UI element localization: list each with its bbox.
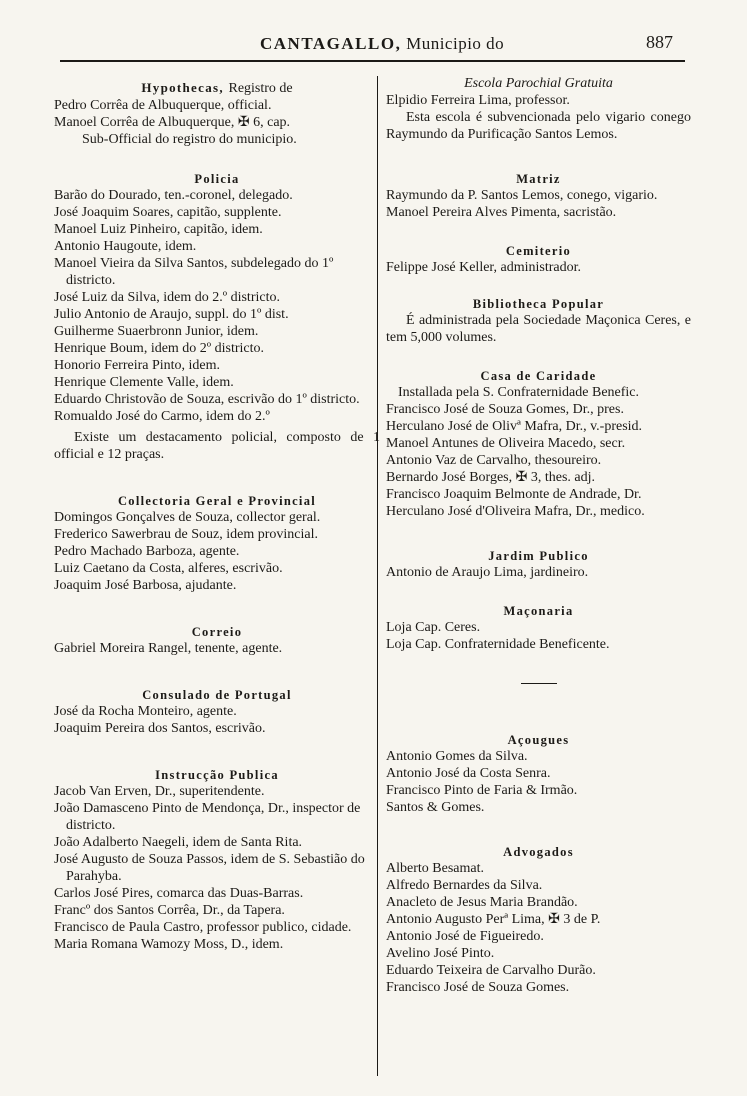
list-item: Manoel Vieira da Silva Santos, subdelegado do 1º districto. [54, 256, 334, 288]
list-item: Pedro Machado Barboza, agente. [54, 544, 240, 559]
list-item: Alberto Besamat. [386, 861, 484, 876]
list-item: Henrique Boum, idem do 2º districto. [54, 341, 265, 356]
section-paragraph: Existe um destacamento policial, composto de 1 official e 12 praças. [54, 430, 380, 462]
list-item: Joaquim Pereira dos Santos, escrivão. [54, 721, 266, 736]
section-escola [386, 76, 691, 143]
section-heading: Collectoria Geral e Provincial [117, 494, 317, 508]
list-item: Sub-Official do registro do municipio. [82, 132, 297, 147]
list-item: Gabriel Moreira Rangel, tenente, agente. [54, 641, 283, 656]
list-item: Raymundo da P. Santos Lemos, conego, vigario. [386, 188, 658, 203]
list-item: Domingos Gonçalves de Souza, collector geral. [54, 510, 321, 525]
list-item: Antonio Gomes da Silva. [386, 749, 528, 764]
section-paragraph: É administrada pela Sociedade Maçonica Ceres, e tem 5,000 volumes. [386, 313, 691, 345]
list-item: Joaquim José Barbosa, ajudante. [54, 578, 237, 593]
list-item: Pedro Corrêa de Albuquerque, official. [54, 98, 272, 113]
list-item: Manoel Pereira Alves Pimenta, sacristão. [386, 205, 617, 220]
section-matriz [386, 171, 691, 221]
section-heading: Escola Parochial Gratuita [464, 76, 613, 91]
list-item: Antonio Vaz de Carvalho, thesoureiro. [386, 453, 602, 468]
section-heading: Casa de Caridade [480, 369, 597, 383]
list-item: Santos & Gomes. [386, 800, 485, 815]
list-item: Guilherme Suaerbronn Junior, idem. [54, 324, 259, 339]
list-item: Francisco Pinto de Faria & Irmão. [386, 783, 578, 798]
list-item: José Luiz da Silva, idem do 2.º districto. [54, 290, 280, 305]
section-heading: Maçonaria [503, 604, 574, 618]
section-heading: Advogados [503, 845, 574, 859]
list-item: Eduardo Christovão de Souza, escrivão do 1º districto. [54, 392, 360, 407]
list-item: Antonio de Araujo Lima, jardineiro. [386, 565, 589, 580]
section-heading: Consulado de Portugal [142, 688, 292, 702]
page-number: 887 [646, 32, 673, 52]
section-acougues [386, 732, 691, 816]
section-heading: Policia [194, 172, 240, 186]
section-heading: Cemiterio [505, 244, 572, 258]
list-item: Luiz Caetano da Costa, alferes, escrivão. [54, 561, 283, 576]
page-header [60, 28, 685, 62]
list-item: Barão do Dourado, ten.-coronel, delegado. [54, 188, 293, 203]
list-item: Maria Romana Wamozy Moss, D., idem. [54, 937, 284, 952]
list-item: Francisco Joaquim Belmonte de Andrade, Dr. [386, 487, 642, 502]
section-correio [54, 624, 380, 657]
section-heading: Correio [191, 625, 243, 639]
list-item: Loja Cap. Ceres. [386, 620, 481, 635]
list-item: Frederico Sawerbrau de Souz, idem provincial. [54, 527, 318, 542]
running-title: CANTAGALLO, Municipio do [260, 34, 505, 53]
section-casa-caridade [386, 368, 691, 520]
section-bibliotheca [386, 296, 691, 346]
section-heading: Hypothecas, Registro de [141, 80, 293, 96]
section-heading: Açougues [507, 733, 570, 747]
list-item: Antonio José da Costa Senra. [386, 766, 551, 781]
list-item: Carlos José Pires, comarca das Duas-Barras. [54, 886, 304, 901]
list-item: Henrique Clemente Valle, idem. [54, 375, 234, 390]
section-collectoria [54, 493, 380, 594]
list-item: Francisco José de Souza Gomes. [386, 980, 570, 995]
list-item: José da Rocha Monteiro, agente. [54, 704, 237, 719]
list-item: Manoel Corrêa de Albuquerque, ✠ 6, cap. [54, 115, 291, 130]
list-item: Antonio José de Figueiredo. [386, 929, 544, 944]
list-item: Manoel Luiz Pinheiro, capitão, idem. [54, 222, 263, 237]
section-instruccao [54, 767, 380, 953]
section-heading: Matriz [516, 172, 561, 186]
list-item: José Joaquim Soares, capitão, supplente. [54, 205, 282, 220]
list-item: Francisco de Paula Castro, professor publico, cidade. [54, 920, 352, 935]
list-item: José Augusto de Souza Passos, idem de S. Sebastião do Parahyba. [54, 852, 365, 884]
section-policia [54, 171, 380, 463]
list-item: Loja Cap. Confraternidade Beneficente. [386, 637, 610, 652]
list-item: Francº dos Santos Corrêa, Dr., da Tapera. [54, 903, 285, 918]
list-item: João Damasceno Pinto de Mendonça, Dr., inspector de districto. [54, 801, 361, 833]
left-column [54, 76, 380, 953]
section-paragraph: Installada pela S. Confraternidade Benefic. [398, 385, 640, 400]
section-rule [521, 683, 557, 684]
list-item: Bernardo José Borges, ✠ 3, thes. adj. [386, 470, 595, 485]
list-item: João Adalberto Naegeli, idem de Santa Rita. [54, 835, 303, 850]
section-heading: Instrucção Publica [155, 768, 279, 782]
section-consulado [54, 687, 380, 737]
list-item: Anacleto de Jesus Maria Brandão. [386, 895, 578, 910]
section-cemiterio [386, 243, 691, 276]
list-item: Herculano José de Olivª Mafra, Dr., v.-presid. [386, 419, 643, 434]
section-hypothecas [54, 80, 380, 148]
section-jardim [386, 548, 691, 581]
list-item: Antonio Haugoute, idem. [54, 239, 197, 254]
section-paragraph: Esta escola é subvencionada pelo vigario conego Raymundo da Purificação Santos Lemos. [386, 110, 691, 142]
section-maconaria [386, 603, 691, 653]
list-item: Eduardo Teixeira de Carvalho Durão. [386, 963, 596, 978]
section-heading: Jardim Publico [488, 549, 589, 563]
list-item: Avelino José Pinto. [386, 946, 495, 961]
list-item: Honorio Ferreira Pinto, idem. [54, 358, 221, 373]
section-advogados [386, 844, 691, 996]
list-item: Herculano José d'Oliveira Mafra, Dr., medico. [386, 504, 645, 519]
right-column [380, 76, 691, 996]
list-item: Antonio Augusto Perª Lima, ✠ 3 de P. [386, 912, 601, 927]
list-item: Romualdo José do Carmo, idem do 2.º [54, 409, 270, 424]
section-heading: Bibliotheca Popular [472, 297, 605, 311]
list-item: Francisco José de Souza Gomes, Dr., pres. [386, 402, 624, 417]
list-item: Julio Antonio de Araujo, suppl. do 1º dist. [54, 307, 289, 322]
list-item: Elpidio Ferreira Lima, professor. [386, 93, 570, 108]
list-item: Manoel Antunes de Oliveira Macedo, secr. [386, 436, 626, 451]
list-item: Alfredo Bernardes da Silva. [386, 878, 543, 893]
list-item: Jacob Van Erven, Dr., superitendente. [54, 784, 265, 799]
list-item: Felippe José Keller, administrador. [386, 260, 582, 275]
